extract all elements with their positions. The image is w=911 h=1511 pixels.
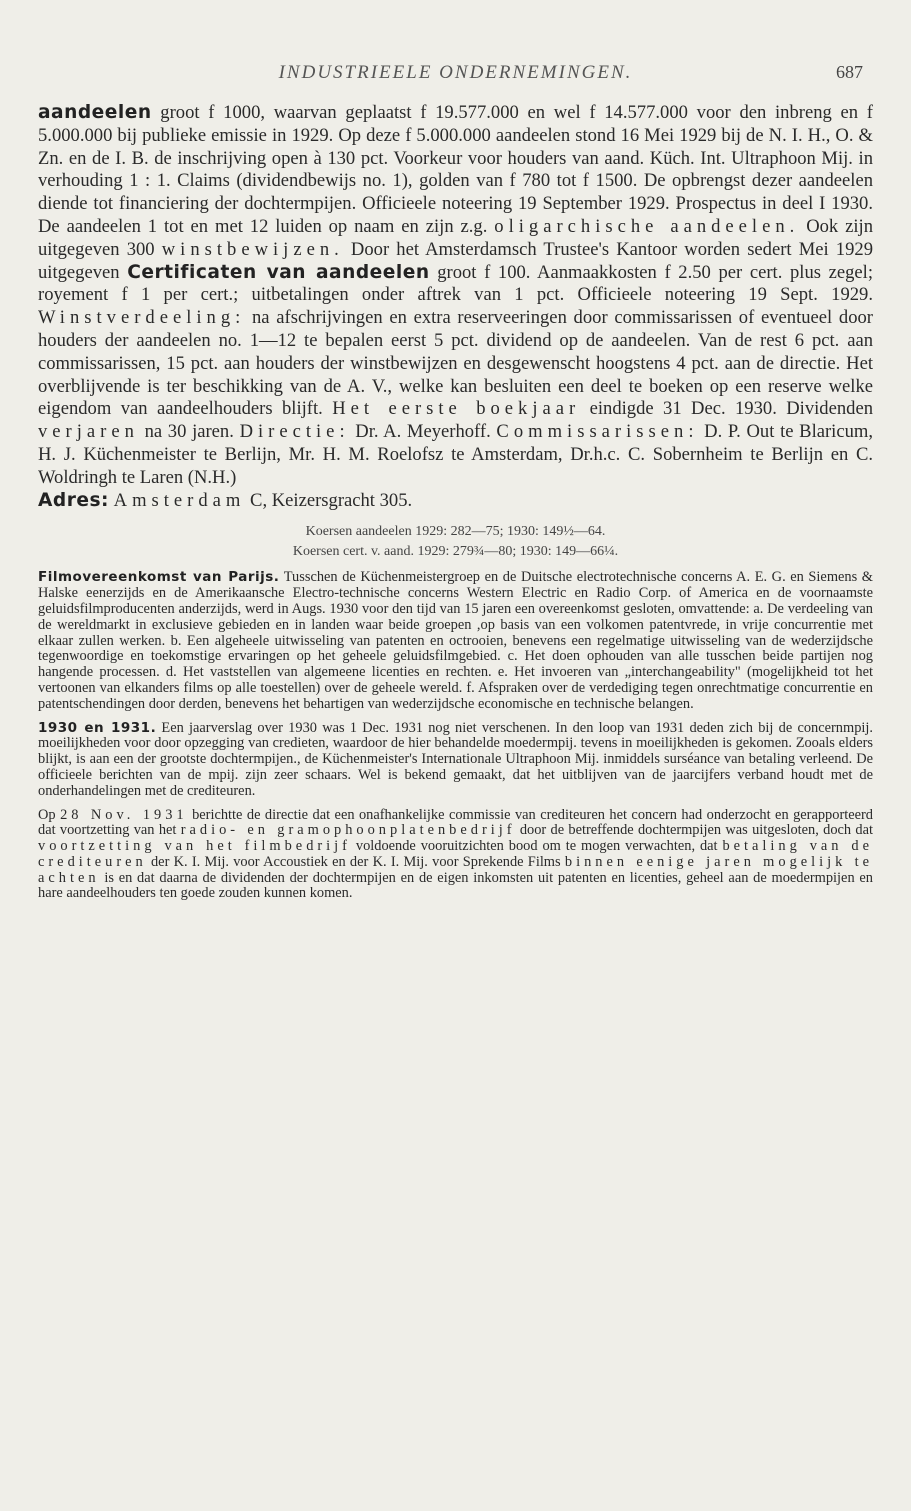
- text-run: Ook zijn uitgegeven 300: [38, 215, 874, 260]
- text-run: door de betreffende dochtermpijen was uitgesloten, doch dat: [515, 822, 873, 839]
- years-heading: 1930 en 1931.: [38, 719, 157, 736]
- november-paragraph: [38, 808, 873, 903]
- spaced-term: verjaren: [38, 421, 139, 443]
- spaced-term: radio- en gramophoonplatenbedrijf: [180, 822, 516, 839]
- film-agreement-paragraph: [38, 570, 873, 712]
- text-run: berichtte de directie dat een onafhankelijke commissie van crediteuren het concern had onderzocht en gerapporteerd dat voortzetting van het: [38, 806, 873, 839]
- spaced-term: winstbewijzen.: [161, 238, 344, 260]
- spaced-term: binnen eenige jaren mogelijk te achten: [38, 853, 873, 886]
- running-head: [38, 62, 873, 86]
- spaced-term: betaling van de crediteuren: [38, 838, 873, 870]
- text-run: Een jaarverslag over 1930 was 1 Dec. 1931 nog niet verschenen. In den loop van 1931 deden zich bij de concernmpij. moeilijkheden voor door opzegging van credieten, waardoor de hier behandelde moedermpij. tevens in moeilijkheden is gekomen. Zooals elders blijkt, is aan een der grootste dochtermpijen., de Küchenmeister's Internationale Ultraphoon Mij. inmiddels surséance van betaling verleend. De officieele berichten van de mpij. zijn zeer schaars. Wel is bekend gemaakt, dat het uitblijven van de jaarcijfers verband houdt met de onderhandelingen met de crediteuren.: [38, 719, 873, 799]
- text-run: groot f 100. Aanmaakkosten f 2.50 per cert. plus zegel; royement f 1 per cert.; uitbetalingen onder aftrek van 1 pct. Officieele noteering 19 Sept. 1929.: [38, 261, 873, 306]
- spaced-term: Het eerste boekjaar: [332, 398, 581, 420]
- text-run: eindigde 31 Dec. 1930. Dividenden: [580, 398, 873, 420]
- text-run: Op: [38, 806, 61, 823]
- shares-paragraph: [38, 102, 873, 490]
- share-prices: Koersen aandeelen 1929: 282—75; 1930: 149½—64.: [305, 524, 606, 540]
- text-run: Tusschen de Küchenmeistergroep en de Duitsche electrotechnische concerns A. E. G. en Siemens & Halske eenerzijds en de Amerikaansche Electro-technische concerns Western Electric en Radio Corp. of America en de voornaamste geluidsfilmproducenten anderzijds, werd in Augs. 1930 voor den tijd van 15 jaren een overeenkomst gesloten, omvattende: a. De verdeeling van de wereldmarkt in exclusieve gebieden en in landen waar beide groepen ,op basis van een volkomen patentvrede, in vrije concurrentie met elkaar zullen werken. b. Een algeheele uitwisseling van patenten en octrooien, benevens een regelmatige uitwisseling van de wederzijdsche tegenwoordige en toekomstige ervaringen op het geheele geluidsfilmgebied. c. Het doen ophouden van alle tusschen beide partijen nog hangende processen. d. Het vaststellen van algemeene licenties en rechten. e. Het invoeren van „interchangeability" (mogelijkheid tot het vertoonen van elkanders films op alle toestellen) over de geheele wereld. f. Afspraken over de verdediging tegen onrechtmatige concurrentie en patentschendingen door derden, benevens het behartigen van wederzijdsche economische en technische belangen.: [38, 569, 873, 712]
- certificates-heading: Certificaten van aandeelen: [127, 261, 430, 283]
- text-run: is en dat daarna de dividenden der dochtermpijen en de eigen inkomsten uit patenten en licenties, geheel aan de moedermpijen en hare aandeelhouders ten goede zouden kunnen komen.: [38, 869, 873, 902]
- text-run: na afschrijvingen en extra reserveeringen door commissarissen of eventueel door houders der aandeelen no. 1—12 te bepalen eerst 5 pct. dividend op de aandeelen. Van de rest 6 pct. aan commissarissen, 15 pct. aan houders der winstbewijzen en desgewenscht hoogstens 4 pct. aan de directie. Het overblijvende is ter beschikking van de A. V., welke kan besluiten een deel te boeken op een reserve welke eigendom van aandeelhouders blijft.: [38, 307, 873, 420]
- text-run: voldoende vooruitzichten bood om te mogen verwachten, dat: [350, 838, 723, 855]
- shares-heading: aandeelen: [38, 102, 152, 123]
- address-line: [38, 490, 873, 513]
- spaced-term: 28 Nov. 1931: [60, 806, 188, 823]
- main-text: [38, 102, 873, 910]
- address-label: Adres:: [38, 489, 109, 511]
- price-quotes: [38, 522, 873, 562]
- film-agreement-heading: Filmovereenkomst van Parijs.: [38, 569, 280, 586]
- spaced-term: Winstverdeeling:: [38, 307, 246, 329]
- spaced-term: voortzetting van het filmbedrijf: [38, 838, 351, 855]
- text-run: Door het Amsterdamsch Trustee's Kantoor worden sedert Mei 1929 uitgegeven: [38, 238, 873, 283]
- small-print-section: [38, 570, 873, 902]
- spaced-term: Commissarissen:: [496, 421, 699, 443]
- text-run: der K. I. Mij. voor Accoustiek en der K. I. Mij. voor Sprekende Films: [146, 853, 565, 870]
- page-number: 687: [836, 62, 863, 82]
- spaced-term: Directie:: [239, 421, 350, 443]
- address-street: C, Keizersgracht 305.: [245, 489, 413, 511]
- text-run: groot f 1000, waarvan geplaatst f 19.577.000 en wel f 14.577.000 voor den inbreng en f 5.000.000 bij publieke emissie in 1929. Op deze f 5.000.000 aandeelen stond 16 Mei 1929 bij de N. I. H., O. & Zn. en de I. B. de inschrijving open à 130 pct. Voorkeur voor houders van aand. Küch. Int. Ultraphoon Mij. in verhouding 1 : 1. Claims (dividendbewijs no. 1), golden van f 780 tot f 1500. De opbrengst dezer aandeelen diende tot financiering der dochtermpijen. Officieele noteering 19 September 1929. Prospectus in deel I 1930. De aandeelen 1 tot en met 12 luiden op naam en zijn z.g.: [38, 102, 873, 237]
- running-title: INDUSTRIEELE ONDERNEMINGEN.: [278, 62, 633, 83]
- certificate-prices: Koersen cert. v. aand. 1929: 279¾—80; 1930: 149—66¼.: [292, 544, 619, 560]
- address-city: Amsterdam: [113, 489, 246, 511]
- text-run: na 30 jaren.: [138, 421, 240, 443]
- spaced-term: oligarchische aandeelen.: [494, 215, 800, 237]
- years-paragraph: [38, 721, 873, 800]
- text-run: Dr. A. Meyerhoff.: [349, 421, 497, 443]
- text-run: D. P. Out te Blaricum, H. J. Küchenmeister te Berlijn, Mr. H. M. Roelofsz te Amsterdam, Dr.h.c. C. Sobernheim te Berlijn en C. Woldringh te Laren (N.H.): [38, 421, 874, 488]
